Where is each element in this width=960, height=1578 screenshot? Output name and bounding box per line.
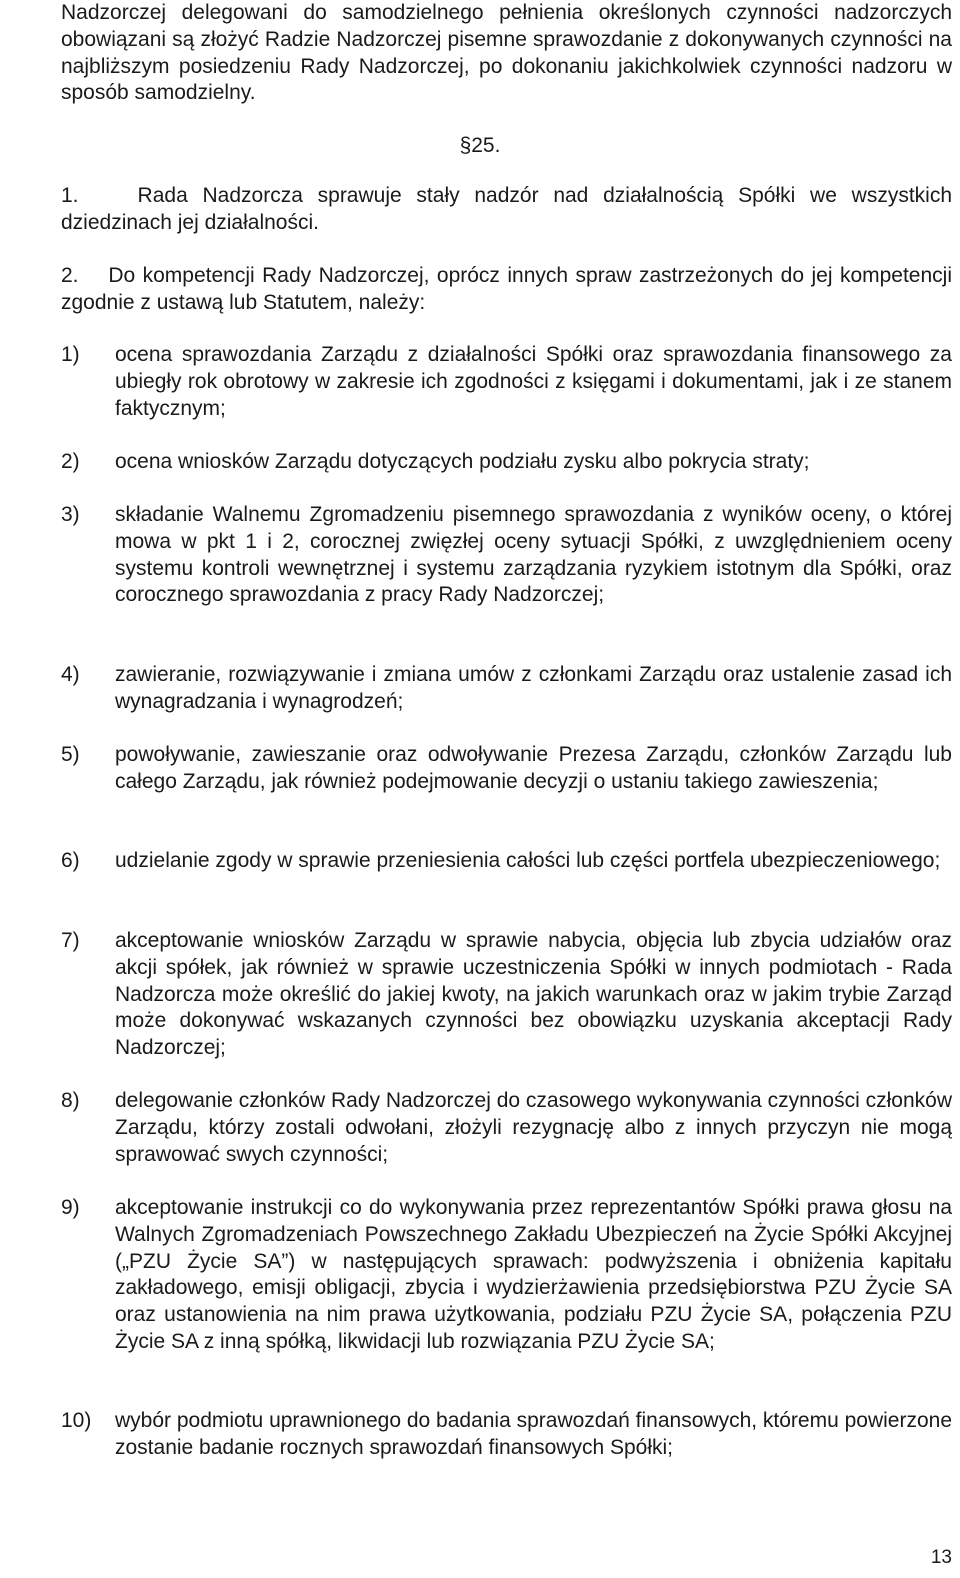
item-text: akceptowanie instrukcji co do wykonywania przez reprezentantów Spółki prawa głosu na Walnych Zgromadzeniach Powszechnego Zakładu Ubezpieczeń na Życie Spółki Akcyjnej („PZU Życie SA”) w następujących sprawach: podwyższenia i obniżenia kapitału zakładowego, emisji obligacji, zbycia i wydzierżawienia przedsiębiorstwa PZU Życie SA oraz ustanowienia na nim prawa użytkowania, podziału PZU Życie SA, połączenia PZU Życie SA z inną spółką, likwidacji lub rozwiązania PZU Życie SA; bbox=[115, 1196, 952, 1353]
item-text: akceptowanie wniosków Zarządu w sprawie nabycia, objęcia lub zbycia udziałów oraz akcji spółek, jak również w sprawie uczestniczenia Spółki w innych podmiotach - Rada Nadzorcza może określić do jakiej kwoty, na jakich warunkach oraz w jakim trybie Zarząd może dokonywać wskazanych czynności bez obowiązku uzyskania akceptacji Rady Nadzorczej; bbox=[115, 929, 952, 1060]
item-number: 3) bbox=[61, 503, 80, 526]
section-heading bbox=[0, 133, 960, 160]
paragraph-body: Rada Nadzorcza sprawuje stały nadzór nad działalnością Spółki we wszystkich dziedzinach jej działalności. bbox=[61, 184, 953, 234]
item-number: 4) bbox=[61, 663, 80, 686]
item-text: powoływanie, zawieszanie oraz odwoływanie Prezesa Zarządu, członków Zarządu lub całego Zarządu, jak również podejmowanie decyzji o ustaniu takiego zawieszenia; bbox=[115, 743, 952, 793]
paragraph-text bbox=[61, 263, 952, 317]
paragraph-1 bbox=[61, 183, 952, 237]
paragraph-number: 2. bbox=[61, 264, 79, 287]
paragraph-2 bbox=[61, 263, 952, 317]
item-text: delegowanie członków Rady Nadzorczej do czasowego wykonywania czynności członków Zarządu, którzy zostali odwołani, złożyli rezygnację albo z innych przyczyn nie mogą sprawować swych czynności; bbox=[115, 1089, 952, 1166]
paragraph-body: Do kompetencji Rady Nadzorczej, oprócz innych spraw zastrzeżonych do jej kompetencji zgodnie z ustawą lub Statutem, należy: bbox=[61, 264, 952, 314]
item-number: 2) bbox=[61, 450, 80, 473]
paragraph-text bbox=[61, 183, 952, 237]
item-text: wybór podmiotu uprawnionego do badania sprawozdań finansowych, któremu powierzone zostanie badanie rocznych sprawozdań finansowych Spółki; bbox=[115, 1409, 953, 1459]
intro-paragraph: Nadzorczej delegowani do samodzielnego pełnienia określonych czynności nadzorczych obowiązani są złożyć Radzie Nadzorczej pisemne sprawozdanie z dokonywanych czynności na najbliższym posiedzeniu Rady Nadzorczej, po dokonaniu jakichkolwiek czynności nadzoru w sposób samodzielny. bbox=[61, 1, 952, 105]
section-number: §25. bbox=[459, 134, 501, 157]
item-text: składanie Walnemu Zgromadzeniu pisemnego sprawozdania z wyników oceny, o której mowa w pkt 1 i 2, corocznej zwięzłej oceny sytuacji Spółki, z uwzględnieniem oceny systemu kontroli wewnętrznej i systemu zarządzania ryzykiem istotnym dla Spółki, oraz corocznego sprawozdania z pracy Rady Nadzorczej; bbox=[115, 503, 952, 607]
item-number: 10) bbox=[61, 1409, 92, 1432]
item-number: 8) bbox=[61, 1089, 80, 1112]
item-text: ocena wniosków Zarządu dotyczących podziału zysku albo pokrycia straty; bbox=[115, 450, 810, 473]
item-text: zawieranie, rozwiązywanie i zmiana umów z członkami Zarządu oraz ustalenie zasad ich wynagradzania i wynagrodzeń; bbox=[115, 663, 952, 713]
item-text: ocena sprawozdania Zarządu z działalności Spółki oraz sprawozdania finansowego za ubiegły rok obrotowy w zakresie ich zgodności z księgami i dokumentami, jak i ze stanem faktycznym; bbox=[115, 343, 952, 420]
item-number: 7) bbox=[61, 929, 80, 952]
item-number: 9) bbox=[61, 1196, 80, 1219]
item-number: 5) bbox=[61, 743, 80, 766]
item-text: udzielanie zgody w sprawie przeniesienia całości lub części portfela ubezpieczeniowego; bbox=[115, 849, 941, 872]
page-number: 13 bbox=[930, 1547, 952, 1568]
item-number: 1) bbox=[61, 343, 80, 366]
item-number: 6) bbox=[61, 849, 80, 872]
paragraph-number: 1. bbox=[61, 184, 79, 207]
